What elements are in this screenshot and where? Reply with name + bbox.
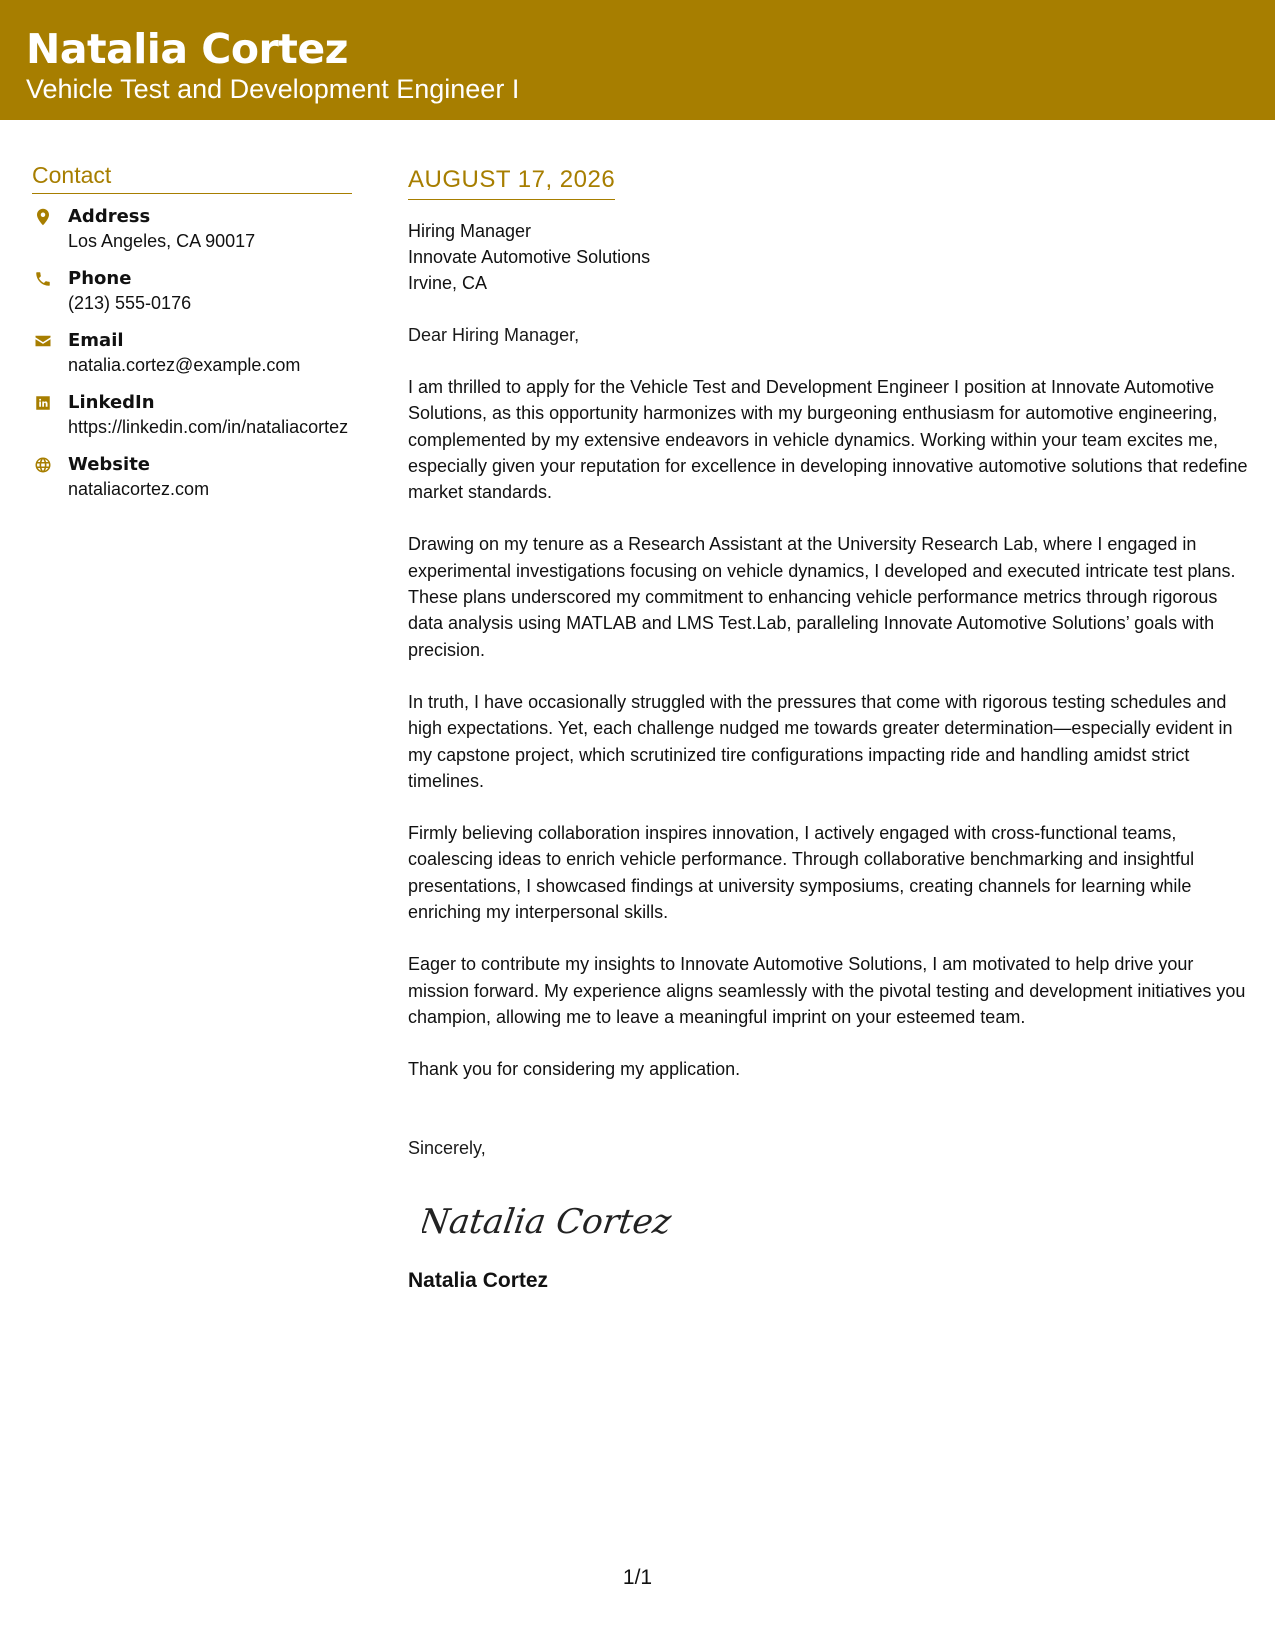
letter-paragraph: In truth, I have occasionally struggled with the pressures that come with rigorous testing schedules and high expectations. Yet, each challenge nudged me towards greater determination—especially evident in my capstone project, which scrutinized tire configurations impacting ride and handling amidst strict timelines. bbox=[408, 691, 1233, 791]
contact-label: Email bbox=[68, 330, 124, 351]
map-pin-icon bbox=[32, 206, 54, 228]
recipient-block bbox=[408, 218, 1248, 296]
page-number: 1/1 bbox=[622, 1566, 653, 1589]
letter-paragraph: Firmly believing collaboration inspires innovation, I actively engaged with cross-functional teams, coalescing ideas to enrich vehicle performance. Through collaborative benchmarking and insightful presentations, I showcased findings at university symposiums, creating channels for learning while enriching my interpersonal skills. bbox=[408, 823, 1195, 923]
signer-name: Natalia Cortez bbox=[408, 1268, 549, 1292]
address-value: Los Angeles, CA 90017 bbox=[68, 231, 256, 251]
contact-label: Address bbox=[68, 206, 151, 227]
recipient-line: Hiring Manager bbox=[408, 221, 532, 241]
contact-label: Phone bbox=[68, 268, 132, 289]
letter-body bbox=[408, 166, 1248, 1293]
letter-paragraph: I am thrilled to apply for the Vehicle Test and Development Engineer I position at Innovate Automotive Solutions, as this opportunity harmonizes with my burgeoning enthusiasm for automotive engineering, complemented by my extensive endeavors in vehicle dynamics. Working within your team excites me, especially given your reputation for excellence in developing innovative automotive solutions that redefine market standards. bbox=[408, 377, 1248, 503]
phone-icon bbox=[32, 268, 54, 290]
header-banner bbox=[0, 0, 1275, 120]
applicant-name: Natalia Cortez bbox=[26, 25, 349, 73]
website-value[interactable]: nataliacortez.com bbox=[68, 479, 210, 499]
linkedin-icon bbox=[32, 392, 54, 414]
phone-value[interactable]: (213) 555-0176 bbox=[68, 293, 192, 313]
contact-list bbox=[32, 204, 352, 502]
contact-item-linkedin bbox=[32, 390, 352, 440]
contact-item-email bbox=[32, 328, 352, 378]
contact-section-title: Contact bbox=[32, 162, 352, 194]
letter-paragraph: Thank you for considering my application. bbox=[408, 1059, 741, 1080]
contact-item-phone bbox=[32, 266, 352, 316]
recipient-line: Irvine, CA bbox=[408, 273, 488, 293]
job-title: Vehicle Test and Development Engineer I bbox=[26, 74, 520, 104]
salutation: Dear Hiring Manager, bbox=[408, 325, 580, 345]
contact-label: Website bbox=[68, 454, 151, 475]
letter-paragraph: Eager to contribute my insights to Innovate Automotive Solutions, I am motivated to help drive your mission forward. My experience aligns seamlessly with the pivotal testing and development initiatives you champion, allowing me to leave a meaningful imprint on your esteemed team. bbox=[408, 954, 1246, 1027]
letter-paragraph: Drawing on my tenure as a Research Assistant at the University Research Lab, where I engaged in experimental investigations focusing on vehicle dynamics, I developed and executed intricate test plans. These plans underscored my commitment to enhancing vehicle performance metrics through rigorous data analysis using MATLAB and LMS Test.Lab, paralleling Innovate Automotive Solutions’ goals with precision. bbox=[408, 534, 1236, 660]
contact-item-website bbox=[32, 452, 352, 502]
signature-text: Natalia Cortez bbox=[422, 1201, 674, 1242]
letter-date: AUGUST 17, 2026 bbox=[408, 166, 615, 200]
contact-label: LinkedIn bbox=[68, 392, 155, 413]
email-icon bbox=[32, 330, 54, 352]
contact-sidebar bbox=[32, 162, 352, 514]
closing: Sincerely, bbox=[408, 1137, 486, 1158]
recipient-line: Innovate Automotive Solutions bbox=[408, 247, 651, 267]
linkedin-value[interactable]: https://linkedin.com/in/nataliacortez bbox=[68, 417, 349, 437]
email-value[interactable]: natalia.cortez@example.com bbox=[68, 355, 301, 375]
globe-icon bbox=[32, 454, 54, 476]
contact-item-address bbox=[32, 204, 352, 254]
signature-image bbox=[422, 1191, 1248, 1251]
